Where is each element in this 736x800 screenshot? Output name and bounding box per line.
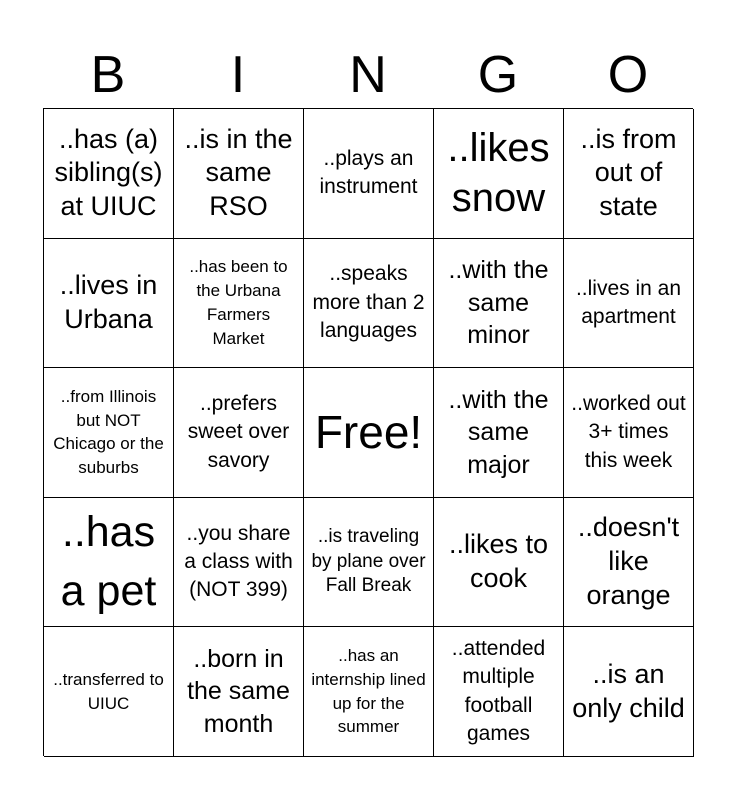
bingo-cell[interactable] [304, 627, 434, 757]
cell-text: ..is in the same RSO [184, 123, 293, 222]
cell-text: ..is an only child [572, 658, 685, 723]
bingo-cell[interactable] [304, 498, 434, 628]
cell-text: Free! [314, 405, 423, 458]
cell-text: ..is from out of state [580, 123, 677, 222]
cell-text: ..from Illinois but NOT Chicago or the suburbs [53, 386, 164, 478]
header-letter-o: O [607, 46, 649, 104]
cell-text: ..born in the same month [187, 644, 290, 738]
bingo-cell[interactable] [564, 239, 694, 369]
cell-text: ..speaks more than 2 languages [312, 262, 425, 343]
cell-text: ..likes snow [447, 126, 550, 221]
bingo-cell[interactable] [174, 368, 304, 498]
cell-text: ..lives in an apartment [575, 276, 682, 328]
bingo-cell[interactable] [304, 109, 434, 239]
bingo-cell[interactable] [44, 368, 174, 498]
cell-text: ..with the same minor [448, 256, 549, 350]
bingo-cell[interactable] [304, 239, 434, 369]
bingo-cell[interactable] [564, 627, 694, 757]
bingo-board [43, 108, 693, 756]
bingo-cell[interactable] [564, 498, 694, 628]
cell-text: ..is traveling by plane over Fall Break [311, 526, 426, 597]
bingo-cell[interactable] [174, 627, 304, 757]
cell-text: ..likes to cook [448, 529, 549, 594]
bingo-cell[interactable] [44, 239, 174, 369]
cell-text: ..lives in Urbana [59, 270, 158, 334]
cell-text: ..prefers sweet over savory [187, 391, 290, 472]
cell-text: ..has been to the Urbana Farmers Market [189, 257, 288, 348]
cell-text: ..attended multiple football games [451, 636, 546, 746]
bingo-cell[interactable] [44, 109, 174, 239]
bingo-cell[interactable] [44, 498, 174, 628]
bingo-cell[interactable] [434, 368, 564, 498]
bingo-cell[interactable] [174, 109, 304, 239]
cell-text: ..transferred to UIUC [53, 669, 164, 713]
free-space-cell[interactable] [304, 368, 434, 498]
cell-text: ..plays an instrument [319, 146, 418, 199]
bingo-cell[interactable] [174, 239, 304, 369]
cell-text: ..with the same major [448, 385, 549, 479]
bingo-cell[interactable] [564, 109, 694, 239]
header-letter-i: I [230, 46, 246, 104]
header-letter-b: B [90, 46, 126, 104]
bingo-cell[interactable] [434, 498, 564, 628]
cell-text: ..has (a) sibling(s) at UIUC [54, 123, 163, 222]
cell-text: ..worked out 3+ times this week [571, 391, 686, 472]
cell-text: ..has an internship lined up for the summer [311, 646, 426, 737]
bingo-cell[interactable] [174, 498, 304, 628]
bingo-cell[interactable] [564, 368, 694, 498]
header-letter-n: N [349, 46, 387, 104]
header-letter-g: G [477, 46, 519, 104]
cell-text: ..you share a class with (NOT 399) [184, 521, 293, 602]
bingo-cell[interactable] [434, 109, 564, 239]
bingo-cell[interactable] [434, 627, 564, 757]
bingo-cell[interactable] [44, 627, 174, 757]
cell-text: ..doesn't like orange [577, 512, 680, 610]
bingo-header [43, 42, 693, 108]
cell-text: ..has a pet [60, 507, 157, 616]
bingo-cell[interactable] [434, 239, 564, 369]
